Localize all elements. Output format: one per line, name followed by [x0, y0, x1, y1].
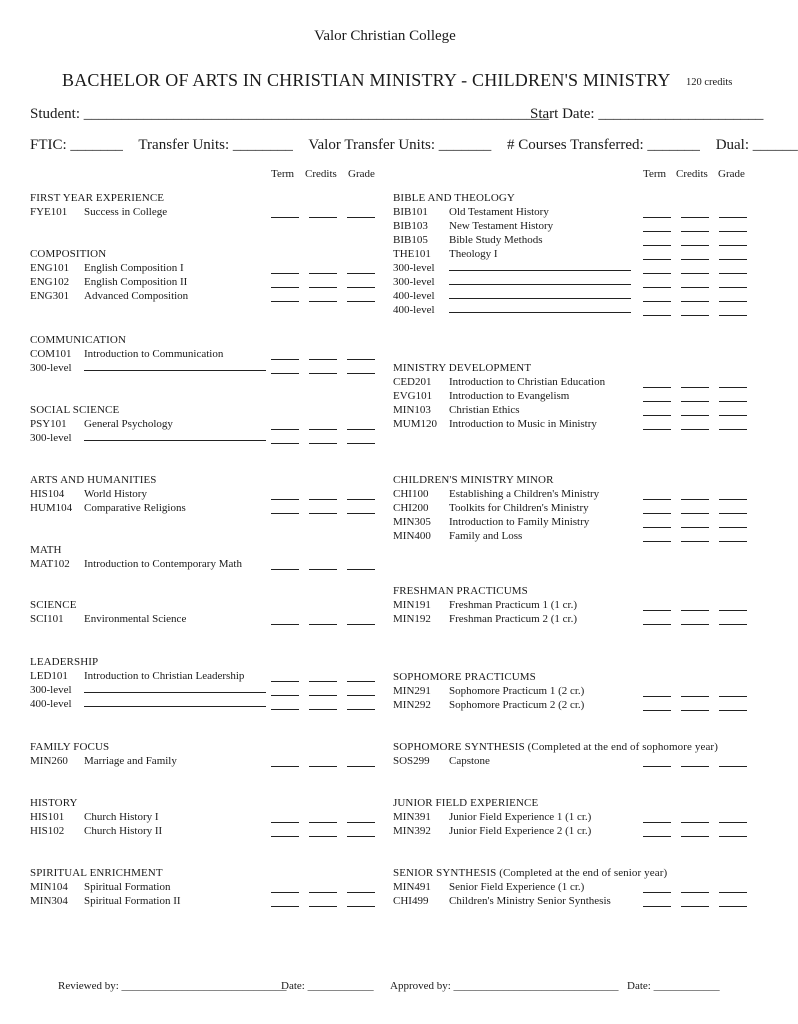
- course-code: MAT102: [30, 558, 70, 570]
- credits-blank[interactable]: [681, 278, 709, 288]
- course-code: 400-level: [393, 290, 435, 302]
- term-credits-grade-blanks[interactable]: [643, 529, 757, 547]
- course-name: English Composition I: [84, 262, 184, 274]
- elective-course-line[interactable]: [84, 431, 266, 445]
- course-code: 300-level: [30, 684, 72, 696]
- grade-blank[interactable]: [347, 883, 375, 893]
- credits-blank[interactable]: [309, 490, 337, 500]
- right-credits-header: Credits: [676, 168, 708, 180]
- course-code: HIS102: [30, 825, 65, 837]
- grade-blank[interactable]: [347, 292, 375, 302]
- elective-course-line[interactable]: [449, 261, 631, 275]
- term-credits-grade-blanks[interactable]: [271, 431, 385, 449]
- term-blank[interactable]: [643, 208, 671, 218]
- term-blank[interactable]: [643, 264, 671, 274]
- student-field[interactable]: Student: ______________________________________________________________: [30, 106, 549, 122]
- course-name: Senior Field Experience (1 cr.): [449, 881, 585, 893]
- course-name: Introduction to Communication: [84, 348, 224, 360]
- credits-blank[interactable]: [681, 236, 709, 246]
- right-grade-header: Grade: [718, 168, 745, 180]
- course-code: COM101: [30, 348, 72, 360]
- credits-blank[interactable]: [309, 897, 337, 907]
- section-title: SOCIAL SCIENCE: [30, 404, 120, 416]
- credits-blank[interactable]: [681, 378, 709, 388]
- course-code: MIN292: [393, 699, 431, 711]
- term-credits-grade-blanks[interactable]: [643, 824, 757, 842]
- grade-blank[interactable]: [719, 236, 747, 246]
- dual-field[interactable]: Dual: ______: [715, 137, 798, 153]
- term-blank[interactable]: [643, 378, 671, 388]
- grade-blank[interactable]: [719, 615, 747, 625]
- term-blank[interactable]: [271, 686, 299, 696]
- credits-blank[interactable]: [681, 306, 709, 316]
- credits-blank[interactable]: [681, 897, 709, 907]
- course-name: Advanced Composition: [84, 290, 189, 302]
- course-code: ENG102: [30, 276, 70, 288]
- course-name: Spiritual Formation: [84, 881, 171, 893]
- term-credits-grade-blanks[interactable]: [271, 612, 385, 630]
- section-title: BIBLE AND THEOLOGY: [393, 192, 515, 204]
- credits-blank[interactable]: [309, 615, 337, 625]
- college-name: Valor Christian College: [314, 28, 456, 44]
- review-date-field[interactable]: Date: ____________: [281, 980, 374, 992]
- grade-blank[interactable]: [719, 883, 747, 893]
- left-term-header: Term: [271, 168, 295, 180]
- grade-blank[interactable]: [347, 700, 375, 710]
- credits-blank[interactable]: [309, 672, 337, 682]
- course-code: 300-level: [393, 262, 435, 274]
- credits-blank[interactable]: [681, 208, 709, 218]
- section-title: JUNIOR FIELD EXPERIENCE: [393, 797, 539, 809]
- section-title: MINISTRY DEVELOPMENT: [393, 362, 532, 374]
- grade-blank[interactable]: [719, 406, 747, 416]
- course-name: Sophomore Practicum 2 (2 cr.): [449, 699, 585, 711]
- course-code: SCI101: [30, 613, 64, 625]
- course-name: Introduction to Christian Leadership: [84, 670, 245, 682]
- term-credits-grade-blanks[interactable]: [271, 289, 385, 307]
- course-name: Establishing a Children's Ministry: [449, 488, 600, 500]
- term-credits-grade-blanks[interactable]: [643, 303, 757, 321]
- term-blank[interactable]: [643, 420, 671, 430]
- section-title: FIRST YEAR EXPERIENCE: [30, 192, 165, 204]
- term-blank[interactable]: [643, 504, 671, 514]
- grade-blank[interactable]: [719, 601, 747, 611]
- term-blank[interactable]: [643, 222, 671, 232]
- grade-blank[interactable]: [719, 222, 747, 232]
- course-code: 400-level: [393, 304, 435, 316]
- grade-blank[interactable]: [347, 672, 375, 682]
- course-name: Capstone: [449, 755, 490, 767]
- credits-blank[interactable]: [681, 757, 709, 767]
- course-name: Junior Field Experience 1 (1 cr.): [449, 811, 592, 823]
- grade-blank[interactable]: [347, 490, 375, 500]
- course-code: 400-level: [30, 698, 72, 710]
- section-title: MATH: [30, 544, 62, 556]
- term-blank[interactable]: [643, 827, 671, 837]
- term-blank[interactable]: [643, 518, 671, 528]
- grade-blank[interactable]: [347, 504, 375, 514]
- approved-by-field[interactable]: Approved by: ______________________________: [390, 980, 619, 992]
- credits-blank[interactable]: [309, 560, 337, 570]
- term-blank[interactable]: [643, 615, 671, 625]
- start-date-field[interactable]: Start Date: ______________________: [530, 106, 764, 122]
- elective-course-line[interactable]: [84, 683, 266, 697]
- grade-blank[interactable]: [719, 420, 747, 430]
- section-title: LEADERSHIP: [30, 656, 99, 668]
- credits-blank[interactable]: [309, 420, 337, 430]
- course-code: CHI200: [393, 502, 429, 514]
- grade-blank[interactable]: [719, 378, 747, 388]
- credits-blank[interactable]: [309, 278, 337, 288]
- left-grade-header: Grade: [348, 168, 375, 180]
- credits-blank[interactable]: [309, 700, 337, 710]
- credits-blank[interactable]: [309, 813, 337, 823]
- course-name: Bible Study Methods: [449, 234, 543, 246]
- course-code: HUM104: [30, 502, 73, 514]
- grade-blank[interactable]: [719, 518, 747, 528]
- term-blank[interactable]: [643, 883, 671, 893]
- term-blank[interactable]: [271, 208, 299, 218]
- grade-blank[interactable]: [347, 897, 375, 907]
- course-name: World History: [84, 488, 147, 500]
- course-name: Environmental Science: [84, 613, 187, 625]
- grade-blank[interactable]: [719, 292, 747, 302]
- grade-blank[interactable]: [719, 306, 747, 316]
- term-blank[interactable]: [643, 406, 671, 416]
- term-credits-grade-blanks[interactable]: [643, 698, 757, 716]
- grade-blank[interactable]: [719, 490, 747, 500]
- credits-blank[interactable]: [681, 883, 709, 893]
- course-code: BIB103: [393, 220, 428, 232]
- credits-blank[interactable]: [309, 504, 337, 514]
- credits-blank[interactable]: [681, 392, 709, 402]
- course-code: HIS101: [30, 811, 65, 823]
- grade-blank[interactable]: [719, 813, 747, 823]
- course-code: ENG301: [30, 290, 70, 302]
- term-credits-grade-blanks[interactable]: [643, 417, 757, 435]
- credits-blank[interactable]: [681, 250, 709, 260]
- ftic-field[interactable]: FTIC: _______: [30, 137, 123, 153]
- course-name: Introduction to Christian Education: [449, 376, 606, 388]
- term-blank[interactable]: [271, 672, 299, 682]
- term-credits-grade-blanks[interactable]: [271, 501, 385, 519]
- course-code: MIN392: [393, 825, 431, 837]
- section-title: COMMUNICATION: [30, 334, 127, 346]
- course-code: MIN103: [393, 404, 431, 416]
- credits-blank[interactable]: [309, 883, 337, 893]
- course-code: BIB105: [393, 234, 428, 246]
- grade-blank[interactable]: [719, 701, 747, 711]
- term-blank[interactable]: [271, 292, 299, 302]
- term-blank[interactable]: [643, 490, 671, 500]
- elective-course-line[interactable]: [449, 275, 631, 289]
- course-code: CED201: [393, 376, 432, 388]
- course-name: Introduction to Evangelism: [449, 390, 570, 402]
- course-name: Family and Loss: [449, 530, 523, 542]
- course-name: Theology I: [449, 248, 498, 260]
- term-blank[interactable]: [271, 490, 299, 500]
- term-blank[interactable]: [643, 278, 671, 288]
- course-name: Introduction to Contemporary Math: [84, 558, 242, 570]
- course-code: MIN260: [30, 755, 68, 767]
- section-title: SOPHOMORE PRACTICUMS: [393, 671, 536, 683]
- course-name: Introduction to Music in Ministry: [449, 418, 597, 430]
- course-code: MIN291: [393, 685, 431, 697]
- credits-blank[interactable]: [681, 420, 709, 430]
- section-title: SOPHOMORE SYNTHESIS (Completed at the end of sophomore year): [393, 741, 718, 753]
- elective-course-line[interactable]: [84, 361, 266, 375]
- credits-blank[interactable]: [309, 827, 337, 837]
- grade-blank[interactable]: [719, 532, 747, 542]
- credits-blank[interactable]: [309, 350, 337, 360]
- credits-blank[interactable]: [309, 434, 337, 444]
- course-name: Christian Ethics: [449, 404, 520, 416]
- grade-blank[interactable]: [347, 757, 375, 767]
- course-code: MIN305: [393, 516, 431, 528]
- term-blank[interactable]: [643, 532, 671, 542]
- transfer-info-row: [30, 137, 798, 154]
- grade-blank[interactable]: [719, 687, 747, 697]
- credits-blank[interactable]: [309, 292, 337, 302]
- section-title: HISTORY: [30, 797, 78, 809]
- grade-blank[interactable]: [347, 813, 375, 823]
- section-title: FAMILY FOCUS: [30, 741, 110, 753]
- course-code: MIN304: [30, 895, 68, 907]
- section-title: FRESHMAN PRACTICUMS: [393, 585, 528, 597]
- credits-blank[interactable]: [681, 687, 709, 697]
- grade-blank[interactable]: [347, 208, 375, 218]
- section-title: SCIENCE: [30, 599, 77, 611]
- term-credits-grade-blanks[interactable]: [643, 894, 757, 912]
- term-credits-grade-blanks[interactable]: [271, 824, 385, 842]
- course-name: General Psychology: [84, 418, 173, 430]
- right-term-header: Term: [643, 168, 667, 180]
- term-blank[interactable]: [643, 701, 671, 711]
- term-blank[interactable]: [271, 350, 299, 360]
- term-blank[interactable]: [643, 687, 671, 697]
- reviewed-by-field[interactable]: Reviewed by: ______________________________: [58, 980, 287, 992]
- term-blank[interactable]: [643, 250, 671, 260]
- grade-blank[interactable]: [347, 434, 375, 444]
- grade-blank[interactable]: [719, 208, 747, 218]
- grade-blank[interactable]: [347, 264, 375, 274]
- credits-blank[interactable]: [681, 532, 709, 542]
- credits-blank[interactable]: [681, 601, 709, 611]
- term-blank[interactable]: [271, 420, 299, 430]
- course-name: Introduction to Family Ministry: [449, 516, 590, 528]
- grade-blank[interactable]: [347, 615, 375, 625]
- term-blank[interactable]: [271, 560, 299, 570]
- term-blank[interactable]: [271, 757, 299, 767]
- course-code: MUM120: [393, 418, 438, 430]
- left-credits-header: Credits: [305, 168, 337, 180]
- section-title: SPIRITUAL ENRICHMENT: [30, 867, 163, 879]
- term-blank[interactable]: [643, 292, 671, 302]
- course-code: BIB101: [393, 206, 428, 218]
- term-blank[interactable]: [271, 278, 299, 288]
- course-code: EVG101: [393, 390, 433, 402]
- section-title: ARTS AND HUMANITIES: [30, 474, 157, 486]
- term-blank[interactable]: [271, 364, 299, 374]
- grade-blank[interactable]: [347, 686, 375, 696]
- course-name: Children's Ministry Senior Synthesis: [449, 895, 611, 907]
- elective-course-line[interactable]: [449, 289, 631, 303]
- term-blank[interactable]: [643, 757, 671, 767]
- grade-blank[interactable]: [347, 827, 375, 837]
- credits-blank[interactable]: [681, 292, 709, 302]
- course-name: Church History I: [84, 811, 159, 823]
- course-name: Spiritual Formation II: [84, 895, 181, 907]
- section-title: SENIOR SYNTHESIS (Completed at the end of senior year): [393, 867, 668, 879]
- course-code: HIS104: [30, 488, 65, 500]
- credits-blank[interactable]: [681, 827, 709, 837]
- term-blank[interactable]: [643, 897, 671, 907]
- term-credits-grade-blanks[interactable]: [271, 697, 385, 715]
- course-name: Church History II: [84, 825, 163, 837]
- course-code: 300-level: [30, 362, 72, 374]
- credits-blank[interactable]: [681, 406, 709, 416]
- term-credits-grade-blanks[interactable]: [271, 894, 385, 912]
- course-code: CHI499: [393, 895, 429, 907]
- grade-blank[interactable]: [719, 392, 747, 402]
- course-name: Freshman Practicum 2 (1 cr.): [449, 613, 577, 625]
- course-code: MIN391: [393, 811, 431, 823]
- course-name: Comparative Religions: [84, 502, 186, 514]
- course-name: Sophomore Practicum 1 (2 cr.): [449, 685, 585, 697]
- term-credits-grade-blanks[interactable]: [643, 612, 757, 630]
- grade-blank[interactable]: [719, 827, 747, 837]
- course-name: Freshman Practicum 1 (1 cr.): [449, 599, 577, 611]
- course-name: Toolkits for Children's Ministry: [449, 502, 589, 514]
- grade-blank[interactable]: [719, 897, 747, 907]
- course-name: Old Testament History: [449, 206, 549, 218]
- term-credits-grade-blanks[interactable]: [271, 361, 385, 379]
- term-credits-grade-blanks[interactable]: [643, 754, 757, 772]
- credits-blank[interactable]: [681, 490, 709, 500]
- term-blank[interactable]: [643, 236, 671, 246]
- course-code: THE101: [393, 248, 431, 260]
- transfer-units-field[interactable]: Transfer Units: ________: [138, 137, 293, 153]
- course-name: Success in College: [84, 206, 168, 218]
- grade-blank[interactable]: [719, 757, 747, 767]
- course-code: ENG101: [30, 262, 70, 274]
- credits-blank[interactable]: [681, 615, 709, 625]
- term-blank[interactable]: [271, 883, 299, 893]
- course-code: MIN104: [30, 881, 68, 893]
- term-credits-grade-blanks[interactable]: [271, 557, 385, 575]
- term-blank[interactable]: [271, 504, 299, 514]
- credits-blank[interactable]: [309, 686, 337, 696]
- grade-blank[interactable]: [347, 560, 375, 570]
- course-code: MIN491: [393, 881, 431, 893]
- credits-blank[interactable]: [681, 264, 709, 274]
- credits-blank[interactable]: [681, 222, 709, 232]
- section-title: COMPOSITION: [30, 248, 107, 260]
- grade-blank[interactable]: [719, 264, 747, 274]
- course-code: MIN192: [393, 613, 431, 625]
- term-blank[interactable]: [271, 434, 299, 444]
- term-blank[interactable]: [271, 700, 299, 710]
- term-blank[interactable]: [643, 392, 671, 402]
- course-name: English Composition II: [84, 276, 188, 288]
- term-blank[interactable]: [643, 306, 671, 316]
- term-credits-grade-blanks[interactable]: [271, 205, 385, 223]
- grade-blank[interactable]: [347, 420, 375, 430]
- credits-blank[interactable]: [309, 364, 337, 374]
- credits-blank[interactable]: [309, 208, 337, 218]
- term-blank[interactable]: [271, 264, 299, 274]
- course-code: LED101: [30, 670, 68, 682]
- course-name: Marriage and Family: [84, 755, 177, 767]
- course-code: 300-level: [30, 432, 72, 444]
- credits-blank[interactable]: [309, 757, 337, 767]
- elective-course-line[interactable]: [84, 697, 266, 711]
- course-code: PSY101: [30, 418, 67, 430]
- term-blank[interactable]: [643, 813, 671, 823]
- credits-blank[interactable]: [681, 813, 709, 823]
- grade-blank[interactable]: [719, 504, 747, 514]
- term-blank[interactable]: [271, 615, 299, 625]
- course-code: 300-level: [393, 276, 435, 288]
- total-credits: 120 credits: [686, 77, 733, 88]
- grade-blank[interactable]: [719, 278, 747, 288]
- credits-blank[interactable]: [309, 264, 337, 274]
- course-name: Junior Field Experience 2 (1 cr.): [449, 825, 592, 837]
- term-blank[interactable]: [271, 827, 299, 837]
- valor-transfer-field[interactable]: Valor Transfer Units: _______: [308, 137, 492, 153]
- section-title: CHILDREN'S MINISTRY MINOR: [393, 474, 554, 486]
- term-blank[interactable]: [643, 601, 671, 611]
- course-code: SOS299: [393, 755, 430, 767]
- elective-course-line[interactable]: [449, 303, 631, 317]
- course-code: MIN400: [393, 530, 431, 542]
- program-title: BACHELOR OF ARTS IN CHRISTIAN MINISTRY - CHILDREN'S MINISTRY: [62, 70, 671, 90]
- grade-blank[interactable]: [347, 350, 375, 360]
- courses-transferred-field[interactable]: # Courses Transferred: _______: [507, 137, 700, 153]
- course-name: New Testament History: [449, 220, 554, 232]
- credits-blank[interactable]: [681, 504, 709, 514]
- course-code: FYE101: [30, 206, 68, 218]
- credits-blank[interactable]: [681, 518, 709, 528]
- credits-blank[interactable]: [681, 701, 709, 711]
- course-code: MIN191: [393, 599, 431, 611]
- approval-date-field[interactable]: Date: ____________: [627, 980, 720, 992]
- grade-blank[interactable]: [719, 250, 747, 260]
- course-code: CHI100: [393, 488, 429, 500]
- grade-blank[interactable]: [347, 278, 375, 288]
- term-blank[interactable]: [271, 813, 299, 823]
- term-credits-grade-blanks[interactable]: [271, 754, 385, 772]
- grade-blank[interactable]: [347, 364, 375, 374]
- term-blank[interactable]: [271, 897, 299, 907]
